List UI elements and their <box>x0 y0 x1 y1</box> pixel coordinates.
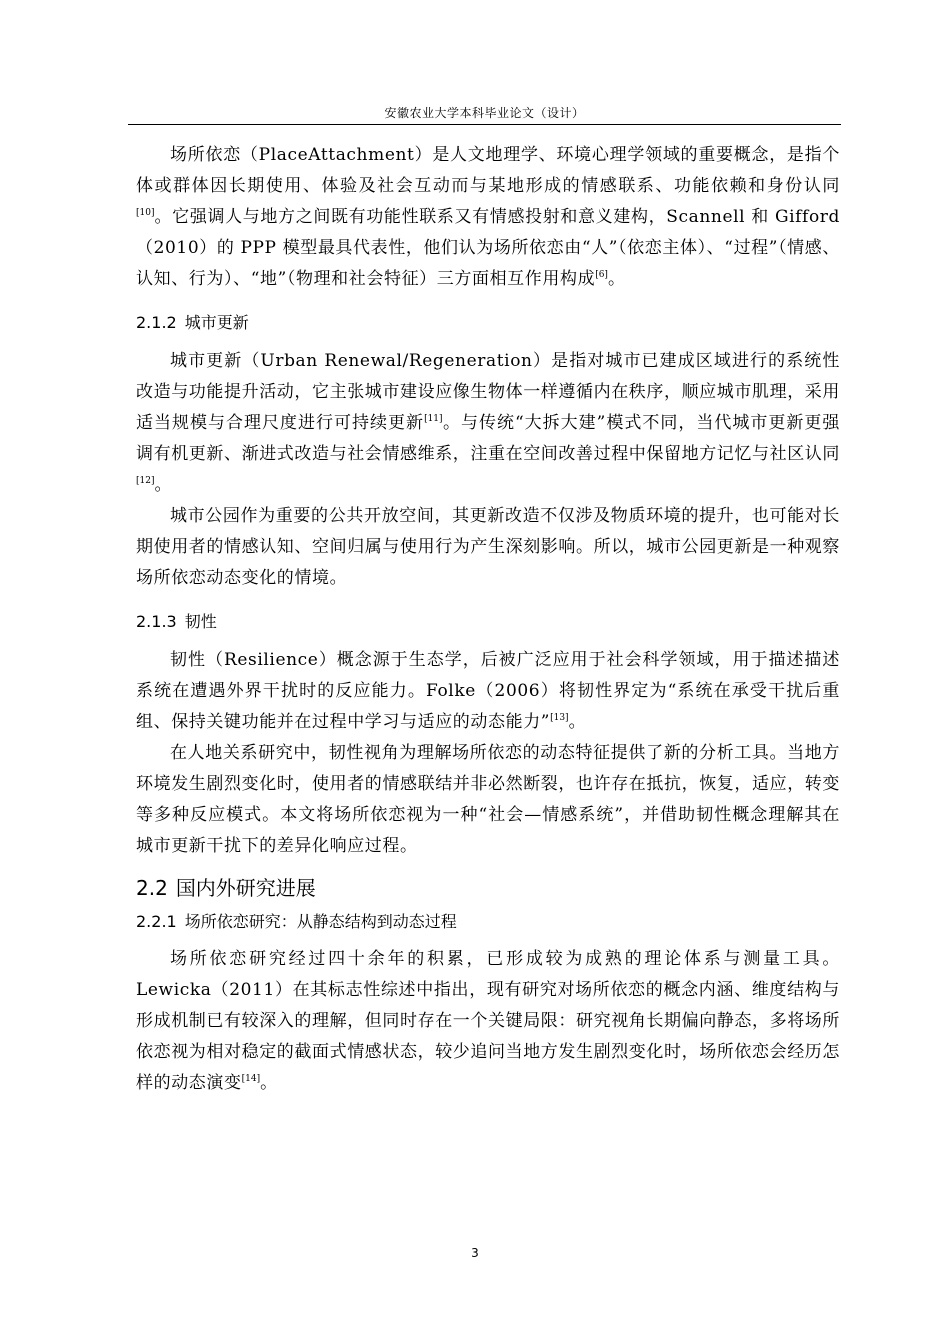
section-heading-2-2 <box>136 876 840 900</box>
paragraph-resilience <box>136 645 840 738</box>
paragraph-text: 在人地关系研究中，韧性视角为理解场所依恋的动态特征提供了新的分析工具。当地方环境发生剧烈变化时，使用者的情感联结并非必然断裂，也许存在抵抗，恢复，适应，转变等多种反应模式。本文将场所依恋视为一种“社会—情感系统”，并借助韧性概念理解其在城市更新干扰下的差异化响应过程。 <box>136 743 840 856</box>
section-title: 韧性 <box>184 612 217 631</box>
running-header: 安徽农业大学本科毕业论文（设计） <box>384 106 585 120</box>
paragraph-urban-park <box>136 501 840 594</box>
paragraph-text: 。它强调人与地方之间既有功能性联系又有情感投射和意义建构，Scannell 和 Gifford（2010）的 PPP 模型最具代表性，他们认为场所依恋由“人”（依恋主体）、“过程”（情感、认知、行为）、“地”（物理和社会特征）三方面相互作用构成 <box>136 207 840 289</box>
page-number: 3 <box>471 1246 479 1260</box>
paragraph-text: 。与传统“大拆大建”模式不同，当代城市更新更强调有机更新、渐进式改造与社会情感维系，注重在空间改善过程中保留地方记忆与社区认同 <box>136 413 840 464</box>
paragraph-text: 韧性（Resilience）概念源于生态学，后被广泛应用于社会科学领域，用于描述描述系统在遭遇外界干扰时的反应能力。Folke（2006）将韧性界定为“系统在承受干扰后重组、保持关键功能并在过程中学习与适应的动态能力” <box>136 650 840 732</box>
paragraph-urban-renewal <box>136 346 840 501</box>
section-number: 2.1.3 <box>136 612 177 631</box>
paragraph-text: 城市公园作为重要的公共开放空间，其更新改造不仅涉及物质环境的提升，也可能对长期使用者的情感认知、空间归属与使用行为产生深刻影响。所以，城市公园更新是一种观察场所依恋动态变化的情境。 <box>136 506 840 588</box>
citation: [10] <box>136 208 155 218</box>
section-title: 场所依恋研究：从静态结构到动态过程 <box>184 912 457 931</box>
paragraph-place-attachment <box>136 140 840 295</box>
section-heading-2-2-1 <box>136 912 840 932</box>
section-number: 2.2 <box>136 876 168 900</box>
paragraph-text: 。 <box>154 475 173 495</box>
paragraph-text: 。 <box>568 712 587 732</box>
section-heading-2-1-2 <box>136 313 840 333</box>
citation: [13] <box>550 713 569 723</box>
paragraph-research-review <box>136 944 840 1099</box>
citation: [14] <box>241 1074 261 1084</box>
paragraph-text: 。 <box>607 269 626 289</box>
citation: [11] <box>424 414 443 424</box>
citation: [12] <box>136 476 155 486</box>
section-number: 2.2.1 <box>136 912 177 931</box>
paragraph-human-land <box>136 738 840 862</box>
paragraph-text: 城市更新（Urban Renewal/Regeneration）是指对城市已建成区域进行的系统性改造与功能提升活动，它主张城市建设应像生物体一样遵循内在秩序，顺应城市肌理，采用适当规模与合理尺度进行可持续更新 <box>136 351 840 433</box>
section-number: 2.1.2 <box>136 313 177 332</box>
header-rule <box>128 124 841 125</box>
section-title: 城市更新 <box>184 313 249 332</box>
paragraph-text: 场所依恋（PlaceAttachment）是人文地理学、环境心理学领域的重要概念，是指个体或群体因长期使用、体验及社会互动而与某地形成的情感联系、功能依赖和身份认同 <box>136 145 840 196</box>
paragraph-text: 。 <box>260 1073 278 1093</box>
section-title: 国内外研究进展 <box>175 876 316 900</box>
citation: [6] <box>595 270 608 280</box>
paragraph-text: 场所依恋研究经过四十余年的积累，已形成较为成熟的理论体系与测量工具。Lewicka（2011）在其标志性综述中指出，现有研究对场所依恋的概念内涵、维度结构与形成机制已有较深入的理解，但同时存在一个关键局限：研究视角长期偏向静态，多将场所依恋视为相对稳定的截面式情感状态，较少追问当地方发生剧烈变化时，场所依恋会经历怎样的动态演变 <box>136 949 840 1093</box>
page-body <box>136 140 840 1099</box>
section-heading-2-1-3 <box>136 612 840 632</box>
